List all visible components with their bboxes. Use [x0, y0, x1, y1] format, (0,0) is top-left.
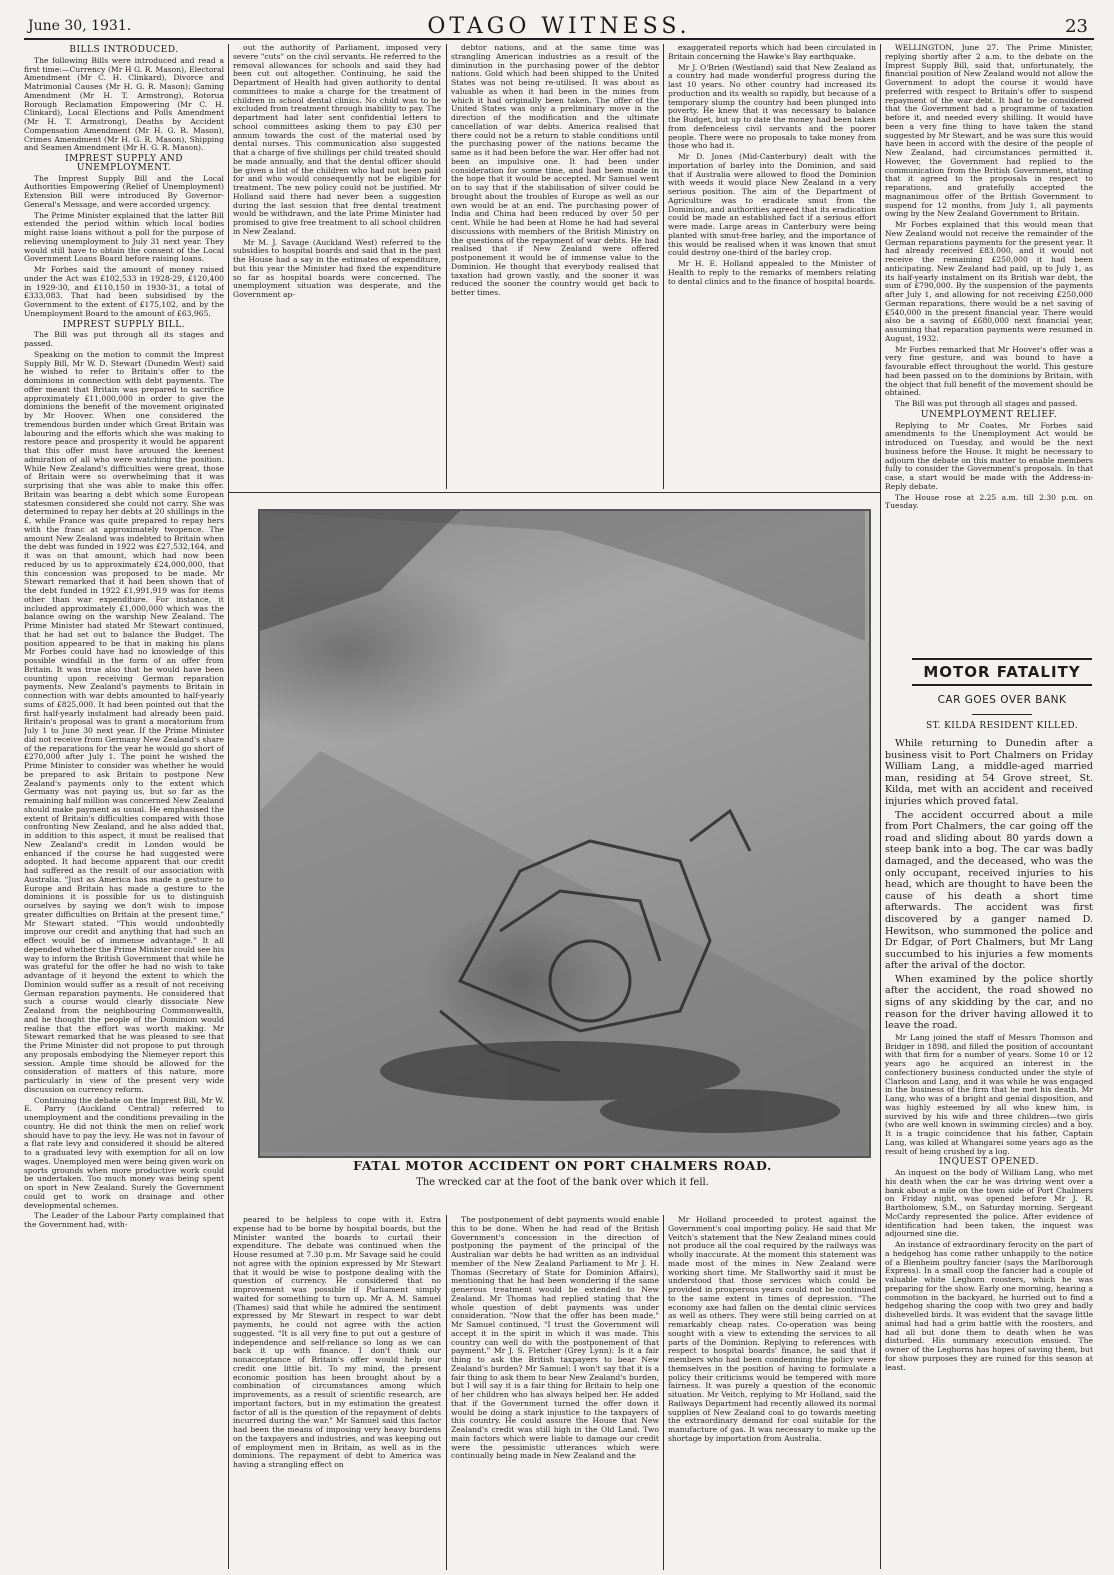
issue-date: June 30, 1931. — [28, 18, 132, 34]
paragraph: Mr M. J. Savage (Auckland West) referred to the subsidies to hospital boards and said that in the past the House had a say in the estimates of expenditure, but this year the Minister had fixed the expenditure so far as hospital boards were concerned. The unemployment situation was desperate, and the Government ap- — [233, 237, 441, 299]
paragraph: The accident occurred about a mile from Port Chalmers, the car going off the road and sliding about 80 yards down a steep bank into a bog. The car was badly damaged, and the deceased, who was the only occupant, received injuries to his head, which are thought to have been the cause of his death a short time afterwards. The accident was first discovered by a ganger named D. Hewitson, who summoned the police and Dr Edgar, of Port Chalmers, but Mr Lang succumbed to his injuries a few moments after the arival of the doctor. — [885, 809, 1093, 972]
paragraph: Speaking on the motion to commit the Imprest Supply Bill, Mr W. D. Stewart (Dunedin West) said he wished to refer to Britain's offer to the dominions in connection with debt payments. The offer meant that Britain was prepared to sacrifice approximately £11,000,000 in order to give the dominions the benefit of the movement originated by Mr Hoover. When one considered the tremendous burden under which Great Britain was labouring and the efforts which she was making to restore peace and prosperity it would be apparent that this offer must have aroused the keenest admiration of all who were watching the position. While New Zealand's difficulties were great, those of Britain were so overwhelming that it was surprising that she was able to make this offer. Britain was bearing a debt which some European statesmen considered she could not carry. She was determined to repay her debts at 20 shillings in the £, while France was quite prepared to repay hers with the franc at approximately twopence. The amount New Zealand was indebted to Britain when the debt was funded in 1922 was £27,532,164, and it was on that amount, which had now been reduced by us to approximately £24,000,000, that this concession was proposed to be made. Mr Stewart remarked that it had been shown that of the debt funded in 1922 £1,991,919 was for items other than war expenditure. For instance, it included approximately £1,000,000 which was the balance owing on the warship New Zealand. The Prime Minister had stated Mr Stewart continued, that he had set out to balance the Budget. The position appeared to be that in making his plans Mr Forbes could have had no knowledge of this possible windfall in the form of an offer from Britain. It was true also that he would have been counting upon receiving German reparation payments. New Zealand's payments to Britain in connection with war debts amounted to half-yearly sums of £825,000. It had been pointed out that the first half-yearly instalment had already been paid. Britain's proposal was to grant a moratorium from July 1 to June 30 next year. If the Prime Minister did not receive from Germany New Zealand's share of the reparations for the year he would go short of £270,000 after July 1. The point he wished the Prime Minister to consider was whether he would be prepared to ask Britain to postpone New Zealand's payments only to the extent which Germany was not paying us, but so far as the remaining half million was concerned New Zealand should make payment as usual. He emphasised the extent of Britain's difficulties compared with those confronting New Zealand, and he also added that, in addition to this aspect, it must be realised that New Zealand's credit in London would be enhanced if the course he had suggested were adopted. It had become apparent that our credit had suffered as the result of our association with Australia. "Just as America has made a gesture to Europe and Britain has made a gesture to the dominions it is possible for us to distinguish ourselves by saying we don't wish to impose greater difficulties on Britain at the present time," Mr Stewart stated. "This would undoubtedly improve our credit and anything that had such an effect would be of immense advantage." It all depended whether the Prime Minister could see his way to inform the British Government that while he was grateful for the offer he had no wish to take advantage of it beyond the extent to which the Dominion would suffer as a result of not receiving German reparation payments. He considered that such a course would clearly dissociate New Zealand from the neighbouring Commonwealth, and he thought the people of the Dominion would realise that the effort was worth making. Mr Stewart remarked that he was pleased to see that the Prime Minister did not propose to put through any proposals embodying the Niemeyer report this session. Ample time should be allowed for the consideration of matters of this nature, more particularly in view of the present very wide discussion on currency reform. — [24, 349, 224, 1094]
column-3-upper — [451, 44, 659, 488]
paragraph: Replying to Mr Coates, Mr Forbes said amendments to the Unemployment Act would be introduced on Tuesday, and would be the next business before the House. It might be necessary to adjourn the debate on this matter to enable members fully to consider the Government's proposals. In that case, a start would be made with the Address-in-Reply debate. — [885, 420, 1093, 491]
motor-fatality-headline — [912, 658, 1092, 731]
column-rule — [228, 44, 229, 1569]
column-rule — [446, 44, 447, 489]
newspaper-title: OTAGO WITNESS. — [427, 14, 691, 39]
paragraph: When examined by the police shortly after the accident, the road showed no signs of any skidding by the car, and no reason for the driver having allowed it to leave the road. — [885, 973, 1093, 1032]
photo-subcaption: The wrecked car at the foot of the bank over which it fell. — [416, 1177, 709, 1188]
column-rule — [880, 44, 881, 1569]
heading-bills-introduced: BILLS INTRODUCED. — [69, 45, 179, 55]
paragraph: The following Bills were introduced and read a first time:—Currency (Mr H G. R. Mason), Electoral Amendment (Mr C. H. Clinkard), Divorce and Matrimonial Causes (Mr H. G. R. Mason); Gaming Amendment (Mr H. T. Armstrong), Rotorua Borough Reclamation Empowering (Mr C. H. Clinkard), Local Elections and Polls Amendment (Mr H. T. Armstrong), Deaths by Accident Compensation Amendment (Mr H. G. R. Mason), Crimes Amendment (Mr H. G. R. Mason), Shipping and Seamen Amendment (Mr H. G. R. Mason). — [24, 55, 224, 153]
column-4-upper — [668, 44, 876, 488]
paragraph: An instance of extraordinary ferocity on the part of a hedgehog has come rather unhappily to the notice of a Blenheim poultry fancier (says the Marlborough Express). In a small coop the fancier had a couple of valuable white Leghorn roosters, which he was preparing for the show. Early one morning, hearing a commotion in the backyard, he hurried out to find a hedgehog sharing the coop with two grey and badly dishevelled birds. It was evident that the savage little animal had had a grim battle with the roosters, and had all but done them to death when he was disturbed. His summary execution ensued. The owner of the Leghorns has hopes of saving them, but for show purposes they are ruined for this season at least. — [885, 1240, 1093, 1372]
paragraph: Mr Forbes said the amount of money raised under the Act was £102,533 in 1928-29, £120,400 in 1929-30, and £110,150 in 1930-31, a total of £333,083. That had been subsidised by the Government to the extent of £175,102, and by the Unemployment Board to the amount of £63,965. — [24, 265, 224, 318]
paragraph: An inquest on the body of William Lang, who met his death when the car he was driving went over a bank about a mile on the town side of Port Chalmers on Friday night, was opened before Mr J. R. Bartholomew, S.M., on Saturday morning. Sergeant McCardy represented the police. After evidence of identification had been taken, the inquest was adjourned sine die. — [885, 1168, 1093, 1239]
section-rule — [229, 492, 880, 493]
wrecked-car-illustration — [260, 511, 865, 1152]
heading-imprest-supply-unemployment: IMPREST SUPPLY AND UNEMPLOYMENT. — [65, 154, 183, 173]
paragraph: The Bill was put through all its stages and passed. — [24, 330, 224, 348]
column-5-motor-story — [885, 738, 1093, 1570]
photo-caption-block — [258, 1158, 867, 1188]
paragraph: While returning to Dunedin after a business visit to Port Chalmers on Friday William Lang, a middle-aged married man, residing at 54 Grove street, St. Kilda, met with an accident and received injuries which proved fatal. — [885, 738, 1093, 807]
column-3-lower — [451, 1216, 659, 1570]
masthead — [24, 10, 1094, 40]
column-rule — [663, 1215, 664, 1570]
paragraph: out the authority of Parliament, imposed very severe "cuts" on the civil servants. He referred to the removal allowances for schools and said they had been cut out altogether. Continuing, he said the Department of Health had given authority to dental committees to make a charge for the treatment of children in school dental clinics. No child was to be excluded from treatment through inability to pay. The department had later sent confidential letters to school committees asking them to pay £30 per annum towards the cost of the material used by dental nurses. This communication also suggested that a charge of five shillings per child treated should be made annually, and that the dental officer should be given a list of the children who had not been paid for and who would consequently not be eligible for treatment. The new policy could not be justified. Mr Holland said there had never been a suggestion during the last session that free dental treatment would be withdrawn, and the late Prime Minister had promised to give free treatment to all school children in New Zealand. — [233, 44, 441, 236]
paragraph: Mr Holland proceeded to protest against the Government's coal importing policy. He said that Mr Veitch's statement that the New Zealand mines could not produce all the coal required by the railways was wholly inaccurate. At the moment this statement was made most of the mines in New Zealand were working short time. Mr Stallworthy said it must be understood that those services which could be provided in prosperous years could not be continued to the same extent in times of depression. "The economy axe had fallen on the dental clinic services as well as others. They were still being carried on at remarkably cheap rates. Co-operation was being sought with a view to extending the services to all parts of the Dominion. Replying to references with respect to hospital boards' finance, he said that if members who had been condemning the policy were themselves in the position of having to formulate a policy their criticisms would be tempered with more fairness. It was purely a question of the economic situation. Mr Veitch, replying to Mr Holland, said the Railways Department had recently allowed its normal supplies of New Zealand coal to go towards meeting the extraordinary demand for coal suitable for the manufacture of gas. It was necessary to make up the shortage by importation from Australia. — [668, 1216, 876, 1443]
headline-divider — [972, 714, 1032, 715]
paragraph: Mr D. Jones (Mid-Canterbury) dealt with the importation of barley into the Dominion, and said that if Australia were allowed to flood the Dominion with weeds it would place New Zealand in a very serious position. The aim of the Department of Agriculture was to eradicate smut from the Dominion, and authorities agreed that its eradication could be made an established fact if a serious effort were made. Large areas in Canterbury were being planted with smut-free barley, and the importance of this would be realised when it was known that smut could destroy one-third of the barley crop. — [668, 152, 876, 258]
page-number: 23 — [1065, 16, 1088, 37]
paragraph: The Bill was put through all stages and passed. — [895, 399, 1078, 408]
paragraph: Mr J. O'Brien (Westland) said that New Zealand as a country had made wonderful progress during the last 10 years. No other country had increased its production and its wealth so rapidly, but because of a temporary slump the country had been plunged into poverty. He knew that it was necessary to balance the Budget, but up to date the money had been taken from defenceless civil servants and the poorer people. There were no proposals to take money from those who had it. — [668, 62, 876, 151]
column-4-lower — [668, 1216, 876, 1570]
paragraph: Continuing the debate on the Imprest Bill, Mr W. E. Parry (Auckland Central) referred to unemployment and the conditions prevailing in the country. He did not think the men on relief work should have to pay the levy. He was not in favour of a flat rate levy and considered it should be altered to a graduated levy with exemption for all on low wages. Unemployed men were being given work on sports grounds when more productive work could be undertaken. Too much money was being spent on sport in New Zealand. Surely the Government could get to work on drainage and other developmental schemes. — [24, 1095, 224, 1210]
column-2-lower — [233, 1216, 441, 1570]
paragraph: The Leader of the Labour Party complained that the Government had, with- — [24, 1211, 224, 1229]
accident-photograph — [258, 509, 871, 1158]
headline-st-kilda: ST. KILDA RESIDENT KILLED. — [926, 721, 1078, 731]
column-rule — [663, 44, 664, 489]
paragraph: WELLINGTON, June 27. The Prime Minister, replying shortly after 2 a.m. to the debate on the Imprest Supply Bill, said that, unfortunately, the financial position of New Zealand would not allow the Government to adopt the course it would have preferred with respect to Britain's offer to suspend repayment of the war debt. It had to be considered that the Government had a programme of taxation before it, and needed every shilling. It would have been a very fine thing to have taken the stand suggested by Mr Stewart, and he was sure this would have been in accord with the desire of the people of New Zealand, had circumstances permitted it. However, the Government had replied to the communication from the British Government, stating that it agreed to the proposals in respect to reparations, and gratefully accepted the magnanimous offer of the British Government to suspend for 12 months, from July 1, all payments owing by the New Zealand Government to Britain. — [885, 44, 1093, 219]
paragraph: Mr Lang joined the staff of Messrs Thomson and Bridger in 1898, and filled the position of accountant with that firm for a number of years. Some 10 or 12 years ago he acquired an interest in the confectionery business conducted under the style of Clarkson and Lang, and it was while he was engaged in the business of the firm that he met his death. Mr Lang, who was of a bright and genial disposition, and was highly esteemed by all who knew him, is survived by his wife and three children—two girls (who are well known in swimming circles) and a boy. It is a tragic coincidence that his father, Captain Lang, was killed at Whangarei some years ago as the result of being crushed by a log. — [885, 1032, 1093, 1156]
column-5-upper — [885, 44, 1093, 650]
paragraph: exaggerated reports which had been circulated in Britain concerning the Hawke's Bay earthquake. — [668, 44, 876, 61]
paragraph: debtor nations, and at the same time was strangling American industries as a result of the diminution in the purchasing power of the debtor nations. Gold which had been shipped to the United States was not being re-utilised. It was about as valuable as when it had been in the mines from which it had originally been taken. The offer of the United States was only a preliminary move in the direction of the modification and the ultimate cancellation of war debts. America realised that there could not be a return to stable conditions until the purchasing power of the nations became the same as it had been before the war. Her offer had not been an impulsive one. It had been under consideration for some time, and had been made in the hope that it would be accepted. Mr Samuel went on to say that if the stabilisation of silver could be brought about the troubles of Europe as well as our own would be at an end. The purchasing power of India and China had been reduced by over 50 per cent. While he had been at Home he had had several discussions with members of the British Ministry on the questions of the repayment of war debts. He had realised that if New Zealand were offered postponement it would be of immense value to the Dominion. He thought that everybody realised that taxation had grown vastly, and the sooner it was reduced the sooner the country would get back to better times. — [451, 44, 659, 297]
column-2-upper — [233, 44, 441, 488]
headline-motor-fatality: MOTOR FATALITY — [923, 663, 1081, 681]
paragraph: The House rose at 2.25 a.m. till 2.30 p.m. on Tuesday. — [885, 492, 1093, 511]
paragraph: peared to be helpless to cope with it. Extra expense had to be borne by hospital boards, but the Minister wanted the boards to curtail their expenditure. The debate was continued when the House resumed at 7.30 p.m. Mr Savage said he could not agree with the opinion expressed by Mr Stewart that it would be wise to postpone dealing with the question of currency. He considered that no improvement was possible if Parliament simply waited for something to turn up. Mr A. M. Samuel (Thames) said that while he admired the sentiment expressed by Mr Stewart in respect to war debt payments, he could not agree with the action suggested. "It is all very fine to put out a gesture of independence and self-reliance so long as we can back it up with finance. I don't think our nonacceptance of Britain's offer would help our credit one little bit. To my mind, the present economic position has been brought about by a combination of circumstances among which improvements, as a result of scientific research, are important factors, but in my estimation the greatest factor of all is the question of the repayment of debts incurred during the war." Mr Samuel said this factor had been the means of imposing very heavy burdens on the taxpayers and industries, and was keeping out of employment men in Britain, as well as in the dominions. The repayment of debt to America was having a strangling effect on — [233, 1216, 441, 1469]
column-1 — [24, 44, 224, 1570]
paragraph: The Prime Minister explained that the latter Bill extended the period within which local bodies might raise loans without a poll for the purpose of relieving unemployment to July 31 next year. They would still have to obtain the consent of the Local Government Loans Board before raising loans. — [24, 210, 224, 264]
headline-car-goes-over-bank: CAR GOES OVER BANK — [937, 694, 1067, 706]
heading-imprest-supply-bill: IMPREST SUPPLY BILL. — [62, 319, 186, 330]
heading-inquest-opened: INQUEST OPENED. — [939, 1157, 1039, 1168]
paragraph: The Imprest Supply Bill and the Local Authorities Empowering (Relief of Unemployment) Extension Bill were introduced By Governor-General's Message, and were accorded urgency. — [24, 173, 224, 209]
paragraph: The postponement of debt payments would enable this to be done. When he had read of the British Government's concession in the direction of postponing the payment of the principal of the Australian war debts he had written as an individual member of the New Zealand Parliament to Mr J. H. Thomas (Secretary of State for Dominion Affairs), mentioning that he had been wondering if the same generous treatment would be extended to New Zealand. Mr Thomas had replied stating that the whole question of debt payments was under consideration. "Now that the offer has been made," Mr Samuel continued, "I trust the Government will accept it in the spirit in which it was made. This country can well do with the postponement of that payment." Mr J. S. Fletcher (Grey Lynn): Is it a fair thing to ask the British taxpayers to bear New Zealand's burden? Mr Samuel: I won't say that it is a fair thing to ask them to bear New Zealand's burden, but I will say it is a fair thing for Britain to help one of her children who has always helped her. He added that if the Government turned the offer down it would be doing a stark injustice to the taxpayers of this country. He could assure the House that New Zealand's credit was still high in the Old Land. Two main factors which were liable to damage our credit were the pessimistic utterances which were continually being made in New Zealand and the — [451, 1216, 659, 1461]
column-rule — [446, 1215, 447, 1570]
heading-unemployment-relief: UNEMPLOYMENT RELIEF. — [920, 409, 1058, 420]
paragraph: Mr Forbes explained that this would mean that New Zealand would not receive the remainder of the German reparations payments for the present year. It had already received £83,000, and it would not receive the remaining £250,000 it had been anticipating. New Zealand had paid, up to July 1, as its half-yearly instalment on its British war debt, the sum of £790,000. By the suspension of the payments after July 1, and allowing for not receiving £250,000 German reparations, there would be a net saving of £540,000 in the present financial year. There would also be a saving of £680,000 next financial year, assuming that reparation payments were resumed in August, 1932. — [885, 220, 1093, 343]
paragraph: Mr Forbes remarked that Mr Hoover's offer was a very fine gesture, and was bound to have a favourable effect throughout the world. This gesture had been passed on to the dominions by Britain, with the object that full benefit of the movement should be obtained. — [885, 344, 1093, 398]
paragraph: Mr H. E. Holland appealed to the Minister of Health to reply to the remarks of members relating to dental clinics and to the finance of hospital boards. — [668, 259, 876, 286]
photo-caption: FATAL MOTOR ACCIDENT ON PORT CHALMERS ROAD. — [353, 1158, 772, 1173]
